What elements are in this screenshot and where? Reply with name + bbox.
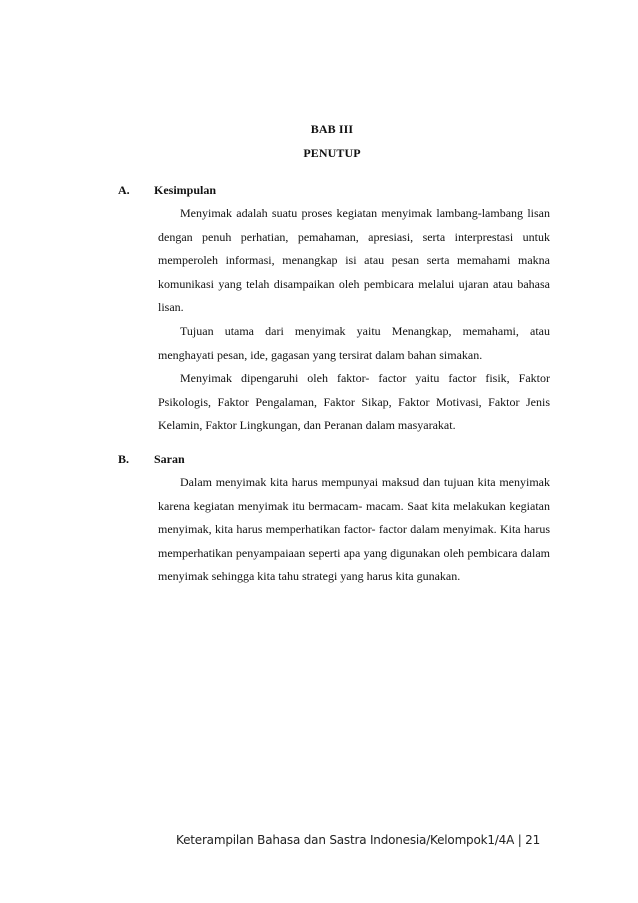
section-conclusion <box>118 180 550 438</box>
section-body <box>158 471 550 589</box>
section-body <box>158 202 550 438</box>
section-title: Kesimpulan <box>154 183 217 197</box>
paragraph: Dalam menyimak kita harus mempunyai maksud dan tujuan kita menyimak karena kegiatan menyimak itu bermacam- macam. Saat kita melakukan kegiatan menyimak, kita harus memperhatikan factor- factor dalam menyimak. Kita harus memperhatikan penyampaiaan seperti apa yang digunakan oleh pembicara dalam menyimak sehingga kita tahu strategi yang harus kita gunakan. <box>158 475 550 584</box>
section-letter: B. <box>118 452 130 466</box>
chapter-label: BAB III <box>310 122 354 136</box>
paragraph: Menyimak dipengaruhi oleh faktor- factor yaitu factor fisik, Faktor Psikologis, Faktor Pengalaman, Faktor Sikap, Faktor Motivasi, Faktor Jenis Kelamin, Faktor Lingkungan, dan Peranan dalam masyarakat. <box>158 371 550 433</box>
page-footer: Keterampilan Bahasa dan Sastra Indonesia/Kelompok1/4A | 21 <box>176 833 541 847</box>
paragraph: Menyimak adalah suatu proses kegiatan menyimak lambang-lambang lisan dengan penuh perhatian, pemahaman, apresiasi, serta interprestasi untuk memperoleh informasi, menangkap isi atau pesan serta memahami makna komunikasi yang telah disampaikan oleh pembicara melalui ujaran atau bahasa lisan. <box>158 206 550 315</box>
section-letter: A. <box>118 183 130 197</box>
section-heading <box>118 449 550 469</box>
paragraph: Tujuan utama dari menyimak yaitu Menangkap, memahami, atau menghayati pesan, ide, gagasan yang tersirat dalam bahan simakan. <box>158 323 550 362</box>
section-heading <box>118 180 550 200</box>
section-title: Saran <box>154 452 185 466</box>
chapter-title: PENUTUP <box>303 146 361 160</box>
section-suggestion <box>118 449 550 589</box>
